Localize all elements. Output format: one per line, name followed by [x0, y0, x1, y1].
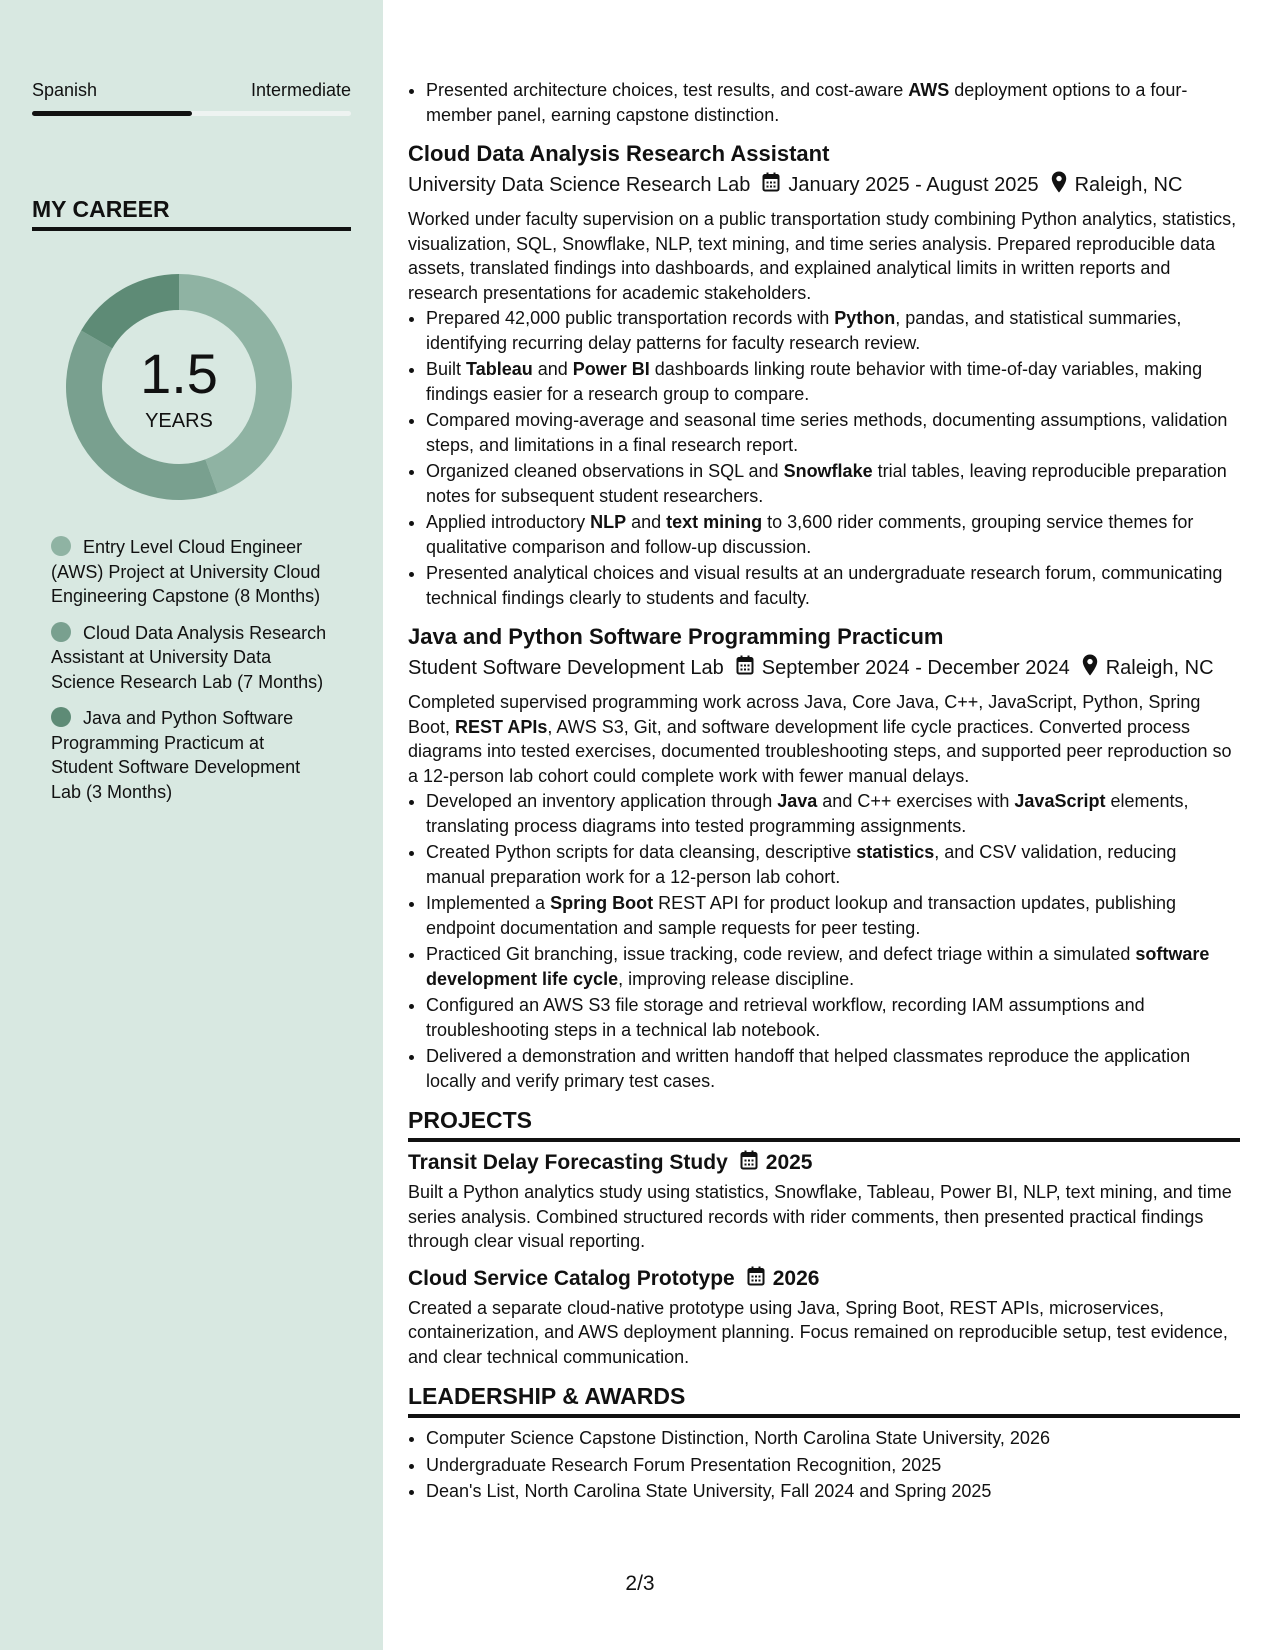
- job-organization: Student Software Development Lab: [408, 656, 724, 679]
- career-item-text: Java and Python Software Programming Practicum at Student Software Development Lab (3 Months): [51, 708, 301, 802]
- bold-keyword: Java: [777, 791, 818, 811]
- text-run: Applied introductory: [426, 512, 591, 532]
- bold-keyword: statistics: [856, 842, 935, 862]
- bullet-item: [426, 459, 1240, 508]
- bold-keyword: NLP: [590, 512, 627, 532]
- text-run: deployment options to a four-member panel, earning capstone distinction.: [426, 80, 1188, 125]
- text-run: Built: [426, 359, 467, 379]
- project-name: Transit Delay Forecasting Study: [408, 1151, 728, 1174]
- text-run: and C++ exercises with: [817, 791, 1015, 811]
- bold-keyword: software development life cycle: [426, 944, 1210, 989]
- language-name: Spanish: [32, 80, 98, 100]
- career-heading: MY CAREER: [32, 196, 351, 231]
- language-proficiency-bar: [32, 111, 351, 116]
- legend-dot: [51, 622, 71, 642]
- language-proficiency-fill: [32, 111, 192, 116]
- text-run: , pandas, and statistical summaries, identifying recurring delay patterns for faculty research review.: [426, 308, 1182, 353]
- text-run: , and CSV validation, reducing manual preparation work for a 12-person lab cohort.: [426, 842, 1177, 887]
- job-dates: September 2024 - December 2024: [761, 656, 1070, 679]
- donut-unit: YEARS: [145, 410, 213, 432]
- bold-keyword: Tableau: [466, 359, 533, 379]
- text-run: Presented architecture choices, test results, and cost-aware: [426, 80, 909, 100]
- text-run: and: [532, 359, 573, 379]
- career-donut-chart: [66, 274, 292, 500]
- language-level: Intermediate: [250, 80, 351, 100]
- bullet-item: [426, 789, 1240, 838]
- legend-dot: [51, 536, 71, 556]
- bullet-item: [426, 78, 1240, 127]
- project-description: Built a Python analytics study using statistics, Snowflake, Tableau, Power BI, NLP, text mining, and time series analysis. Combined structured records with rider comments, then presented practical findings through clear visual reporting.: [408, 1182, 1232, 1251]
- career-item-text: Cloud Data Analysis Research Assistant at University Data Science Research Lab (7 Months): [51, 622, 327, 692]
- bullet-item: [426, 942, 1240, 991]
- bullet-item: [426, 561, 1240, 610]
- text-run: trial tables, leaving reproducible preparation notes for subsequent student researchers.: [426, 461, 1227, 506]
- bullet-item: [426, 993, 1240, 1042]
- page-number: 2/3: [625, 1572, 655, 1595]
- main-content: [408, 78, 1240, 1506]
- award-item: • Dean's List, North Carolina State University, Fall 2024 and Spring 2025: [426, 1479, 1240, 1504]
- job-location: Raleigh, NC: [1074, 173, 1183, 196]
- calendar-icon: [740, 1150, 758, 1176]
- calendar-icon: [762, 172, 780, 198]
- text-run: Configured an AWS S3 file storage and retrieval workflow, recording IAM assumptions and troubleshooting steps in a technical lab notebook.: [426, 995, 1145, 1040]
- calendar-icon: [736, 655, 754, 681]
- job-bullets: [408, 789, 1240, 1093]
- bullet-item: [426, 306, 1240, 355]
- text-run: elements, translating process diagrams into tested programming assignments.: [426, 791, 1189, 836]
- bold-keyword: JavaScript: [1014, 791, 1106, 811]
- text-run: Worked under faculty supervision on a public transportation study combining Python analytics, statistics, visualization, SQL, Snowflake, NLP, text mining, and time series analysis. Prepared reproducible data assets, translated findings into dashboards, and explained analytical limits in written reports and research presentations for academic stakeholders.: [408, 209, 1237, 303]
- career-item: [51, 535, 331, 609]
- bullet-item: [426, 891, 1240, 940]
- award-item: • Computer Science Capstone Distinction, North Carolina State University, 2026: [426, 1426, 1240, 1451]
- bold-keyword: Python: [834, 308, 896, 328]
- bullet-item: [426, 510, 1240, 559]
- job-title: Cloud Data Analysis Research Assistant: [408, 141, 830, 166]
- text-run: , improving release discipline.: [618, 968, 855, 989]
- award-item: • Undergraduate Research Forum Presentation Recognition, 2025: [426, 1453, 1240, 1478]
- legend-dot: [51, 707, 71, 727]
- text-run: and: [626, 512, 667, 532]
- job-bullets: [408, 306, 1240, 610]
- job-meta: [408, 654, 1240, 682]
- career-item-text: Entry Level Cloud Engineer (AWS) Project at University Cloud Engineering Capstone (8 Months): [51, 537, 321, 606]
- bullet-item: [426, 408, 1240, 457]
- bold-keyword: AWS: [908, 80, 950, 100]
- project-description: Created a separate cloud-native prototype using Java, Spring Boot, REST APIs, microservices, containerization, and AWS deployment planning. Focus remained on reproducible setup, test evidence, and clear technical communication.: [408, 1297, 1228, 1367]
- awards-list: [408, 1426, 1240, 1504]
- text-run: Organized cleaned observations in SQL and: [426, 461, 784, 481]
- projects-list: [408, 1150, 1240, 1369]
- location-pin-icon: [1051, 171, 1067, 199]
- project-year: 2025: [765, 1151, 813, 1174]
- text-run: Delivered a demonstration and written handoff that helped classmates reproduce the application locally and verify primary test cases.: [426, 1046, 1191, 1091]
- career-item: [51, 706, 331, 804]
- language-block: [32, 80, 351, 116]
- text-run: Prepared 42,000 public transportation records with: [426, 308, 835, 328]
- bullet-item: [426, 1044, 1240, 1093]
- project-year: 2026: [772, 1266, 820, 1290]
- text-run: Compared moving-average and seasonal time series methods, documenting assumptions, validation steps, and limitations in a final research report.: [426, 410, 1228, 455]
- sidebar: [0, 0, 383, 1650]
- bullet-item: [426, 357, 1240, 406]
- bold-keyword: REST APIs: [455, 716, 548, 737]
- text-run: REST API for product lookup and transaction updates, publishing endpoint documentation and sample requests for peer testing.: [426, 893, 1177, 938]
- text-run: , AWS S3, Git, and software development life cycle practices. Converted process diagrams into tested exercises, documented troubleshooting steps, and supported peer reproduction so a 12-person lab cohort could complete work with fewer manual delays.: [408, 716, 1232, 786]
- text-run: Implemented a: [426, 893, 551, 913]
- bullet-item: [426, 840, 1240, 889]
- experience-list: [408, 141, 1240, 1093]
- text-run: Presented analytical choices and visual results at an undergraduate research forum, communicating technical findings clearly to students and faculty.: [426, 563, 1223, 608]
- project-title: [408, 1150, 1240, 1176]
- projects-heading: PROJECTS: [408, 1107, 1240, 1142]
- job-organization: University Data Science Research Lab: [408, 173, 751, 196]
- top-bullet-list: [408, 78, 1240, 127]
- calendar-icon: [747, 1266, 765, 1292]
- career-list: [51, 535, 331, 816]
- text-run: Created Python scripts for data cleansing, descriptive: [426, 842, 857, 862]
- project-title: [408, 1266, 1240, 1292]
- donut-value: 1.5: [140, 342, 218, 405]
- bold-keyword: Snowflake: [783, 461, 873, 481]
- career-item: [51, 621, 331, 695]
- bold-keyword: Spring Boot: [550, 893, 654, 913]
- job-meta: [408, 171, 1240, 199]
- text-run: to 3,600 rider comments, grouping service themes for qualitative comparison and follow-up discussion.: [426, 512, 1194, 557]
- job-description: [408, 207, 1240, 305]
- text-run: Developed an inventory application through: [426, 791, 778, 811]
- bold-keyword: Power BI: [572, 359, 650, 379]
- job-location: Raleigh, NC: [1105, 656, 1214, 679]
- awards-heading: LEADERSHIP & AWARDS: [408, 1383, 1240, 1418]
- text-run: Completed supervised programming work across Java, Core Java, C++, JavaScript, Python, Spring Boot,: [408, 692, 1201, 737]
- bold-keyword: text mining: [666, 512, 763, 532]
- location-pin-icon: [1082, 654, 1098, 682]
- text-run: Practiced Git branching, issue tracking, code review, and defect triage within a simulated: [426, 944, 1136, 964]
- job-title: Java and Python Software Programming Practicum: [408, 624, 944, 649]
- job-description: [408, 690, 1240, 788]
- job-dates: January 2025 - August 2025: [788, 173, 1039, 196]
- project-name: Cloud Service Catalog Prototype: [408, 1266, 735, 1290]
- text-run: dashboards linking route behavior with time-of-day variables, making findings easier for a research group to compare.: [426, 359, 1203, 404]
